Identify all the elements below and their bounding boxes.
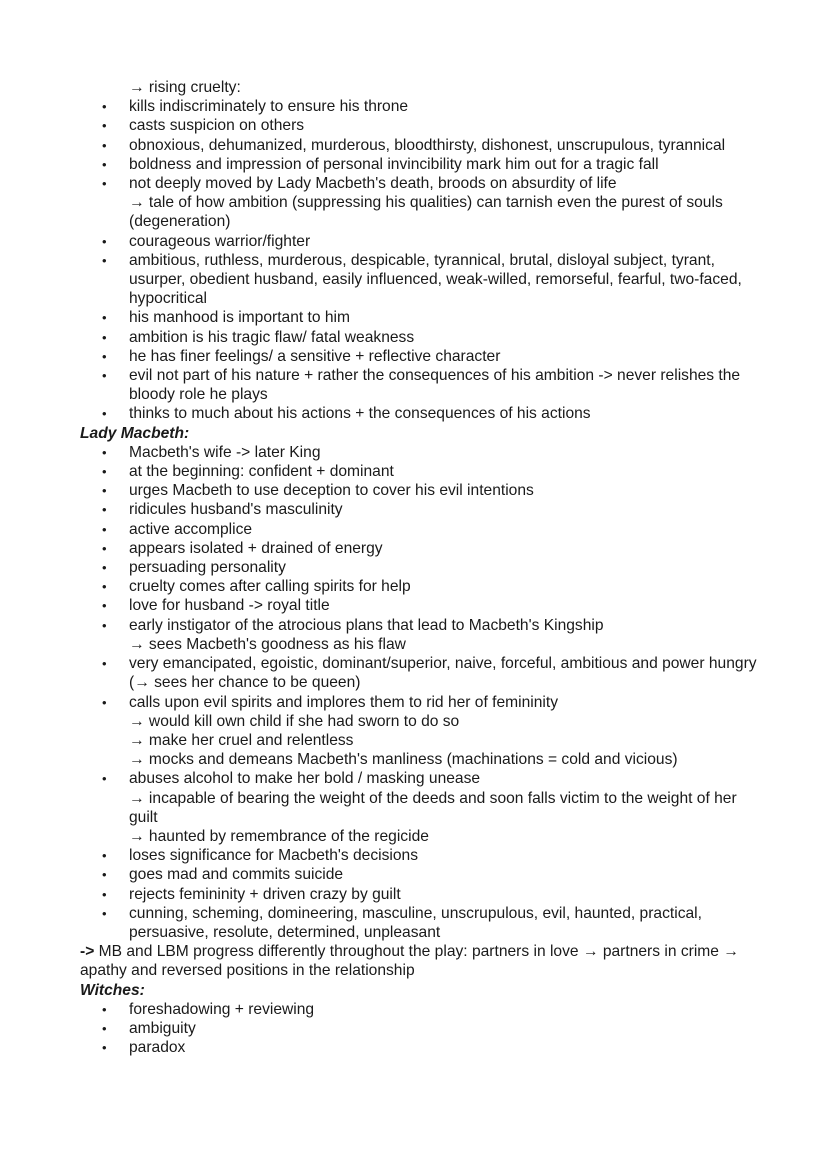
list-item <box>80 443 760 462</box>
bullet-icon: • <box>102 579 107 595</box>
list-item <box>80 865 760 884</box>
list-item <box>80 404 760 423</box>
note-arrow: -> <box>80 943 95 961</box>
list-item-text: urges Macbeth to use deception to cover his evil intentions <box>129 482 534 500</box>
list-item-text: ridicules husband's masculinity <box>129 501 343 519</box>
list-item <box>80 328 760 347</box>
list-item-text: calls upon evil spirits and implores them to rid her of femininity <box>129 693 559 711</box>
list-item <box>80 654 760 692</box>
witches-section <box>80 981 760 1058</box>
bullet-icon: • <box>102 233 107 249</box>
lady-macbeth-section <box>80 424 760 942</box>
sub-point: → would kill own child if she had sworn to do so <box>129 712 460 730</box>
list-item <box>80 1000 760 1019</box>
bullet-icon: • <box>102 156 107 172</box>
lady-macbeth-trait-list <box>80 443 760 942</box>
sub-point: → haunted by remembrance of the regicide <box>129 827 429 845</box>
bullet-icon: • <box>102 252 107 268</box>
list-item-text: obnoxious, dehumanized, murderous, bloodthirsty, dishonest, unscrupulous, tyrannical <box>129 136 726 154</box>
sub-point: → mocks and demeans Macbeth's manliness (machinations = cold and vicious) <box>129 751 678 769</box>
list-item <box>80 885 760 904</box>
progression-note <box>80 942 760 980</box>
bullet-icon: • <box>102 598 107 614</box>
list-item <box>80 596 760 615</box>
list-item <box>80 577 760 596</box>
bullet-icon: • <box>102 905 107 921</box>
list-item <box>80 251 760 309</box>
list-item-text: foreshadowing + reviewing <box>129 1000 315 1018</box>
bullet-icon: • <box>102 848 107 864</box>
list-item <box>80 769 760 788</box>
macbeth-section <box>80 78 760 424</box>
bullet-icon: • <box>102 464 107 480</box>
list-item <box>80 904 760 942</box>
list-item <box>80 539 760 558</box>
sub-point: → sees Macbeth's goodness as his flaw <box>129 635 406 653</box>
list-item-text: cruelty comes after calling spirits for help <box>129 578 411 596</box>
bullet-icon: • <box>102 502 107 518</box>
list-item-text: evil not part of his nature + rather the consequences of his ambition -> never relishes the bloody role he plays <box>129 367 741 404</box>
list-item <box>80 174 760 193</box>
bullet-icon: • <box>102 444 107 460</box>
list-item <box>80 308 760 327</box>
list-item-text: ambiguity <box>129 1019 196 1037</box>
list-item <box>80 481 760 500</box>
notes-content <box>80 78 760 1057</box>
bullet-icon: • <box>102 694 107 710</box>
list-item <box>80 558 760 577</box>
list-item <box>80 97 760 116</box>
bullet-icon: • <box>102 771 107 787</box>
bullet-icon: • <box>102 867 107 883</box>
list-item <box>80 347 760 366</box>
macbeth-trait-list <box>80 97 760 423</box>
list-item <box>80 155 760 174</box>
sub-point: → make her cruel and relentless <box>129 731 354 749</box>
list-item-text: ambition is his tragic flaw/ fatal weakness <box>129 328 415 346</box>
list-item-text: active accomplice <box>129 520 253 538</box>
bullet-icon: • <box>102 521 107 537</box>
note-text: MB and LBM progress differently throughout the play: partners in love → partners in crime → apathy and reversed positions in the relationship <box>80 943 739 980</box>
list-item-text: loses significance for Macbeth's decisions <box>129 847 419 865</box>
list-item <box>80 520 760 539</box>
list-item-text: early instigator of the atrocious plans that lead to Macbeth's Kingship <box>129 616 604 634</box>
list-item-text: his manhood is important to him <box>129 309 351 327</box>
list-item-text: thinks to much about his actions + the consequences of his actions <box>129 405 591 423</box>
bullet-icon: • <box>102 560 107 576</box>
bullet-icon: • <box>102 1040 107 1056</box>
witches-heading: Witches: <box>80 981 145 999</box>
list-item-text: love for husband -> royal title <box>129 597 330 615</box>
list-item <box>80 693 760 712</box>
bullet-icon: • <box>102 540 107 556</box>
witches-trait-list <box>80 1000 760 1058</box>
list-item <box>80 116 760 135</box>
sub-point: → incapable of bearing the weight of the deeds and soon falls victim to the weight of her guilt <box>129 789 737 826</box>
bullet-icon: • <box>102 483 107 499</box>
bullet-icon: • <box>102 886 107 902</box>
bullet-icon: • <box>102 1020 107 1036</box>
list-item-text: rejects femininity + driven crazy by guilt <box>129 885 401 903</box>
list-item <box>80 500 760 519</box>
sub-point: → tale of how ambition (suppressing his qualities) can tarnish even the purest of souls (degeneration) <box>129 194 723 231</box>
list-item <box>80 846 760 865</box>
list-item-text: appears isolated + drained of energy <box>129 539 383 557</box>
list-item-text: not deeply moved by Lady Macbeth's death, broods on absurdity of life <box>129 175 617 193</box>
list-item-text: ambitious, ruthless, murderous, despicable, tyrannical, brutal, disloyal subject, tyrant, usurper, obedient husband, easily influenced, weak-willed, remorseful, fearful, two-faced, hypocritical <box>129 251 742 308</box>
list-item <box>80 366 760 404</box>
bullet-icon: • <box>102 617 107 633</box>
list-item-text: casts suspicion on others <box>129 117 305 135</box>
list-item <box>80 232 760 251</box>
list-item-text: paradox <box>129 1039 186 1057</box>
list-item <box>80 1019 760 1038</box>
list-item <box>80 616 760 635</box>
bullet-icon: • <box>102 348 107 364</box>
list-item-text: kills indiscriminately to ensure his throne <box>129 98 409 116</box>
bullet-icon: • <box>102 1001 107 1017</box>
bullet-icon: • <box>102 329 107 345</box>
lady-macbeth-heading: Lady Macbeth: <box>80 424 190 442</box>
list-item <box>80 1038 760 1057</box>
bullet-icon: • <box>102 406 107 422</box>
bullet-icon: • <box>102 137 107 153</box>
bullet-icon: • <box>102 310 107 326</box>
list-item <box>80 136 760 155</box>
list-item-text: boldness and impression of personal invincibility mark him out for a tragic fall <box>129 155 659 173</box>
bullet-icon: • <box>102 656 107 672</box>
list-item-text: persuading personality <box>129 559 286 577</box>
list-item-text: Macbeth's wife -> later King <box>129 443 321 461</box>
section-intro: → rising cruelty: <box>129 79 241 96</box>
list-item-text: he has finer feelings/ a sensitive + reflective character <box>129 347 501 365</box>
list-item-text: cunning, scheming, domineering, masculine, unscrupulous, evil, haunted, practical, persuasive, resolute, determined, unpleasant <box>129 904 702 941</box>
list-item-text: courageous warrior/fighter <box>129 232 311 250</box>
bullet-icon: • <box>102 99 107 115</box>
list-item-text: goes mad and commits suicide <box>129 866 344 884</box>
bullet-icon: • <box>102 368 107 384</box>
bullet-icon: • <box>102 176 107 192</box>
list-item-text: at the beginning: confident + dominant <box>129 463 394 481</box>
bullet-icon: • <box>102 118 107 134</box>
list-item-text: abuses alcohol to make her bold / masking unease <box>129 770 481 788</box>
list-item-text: very emancipated, egoistic, dominant/superior, naive, forceful, ambitious and power hungry (→ sees her chance to be queen) <box>129 655 757 692</box>
list-item <box>80 462 760 481</box>
